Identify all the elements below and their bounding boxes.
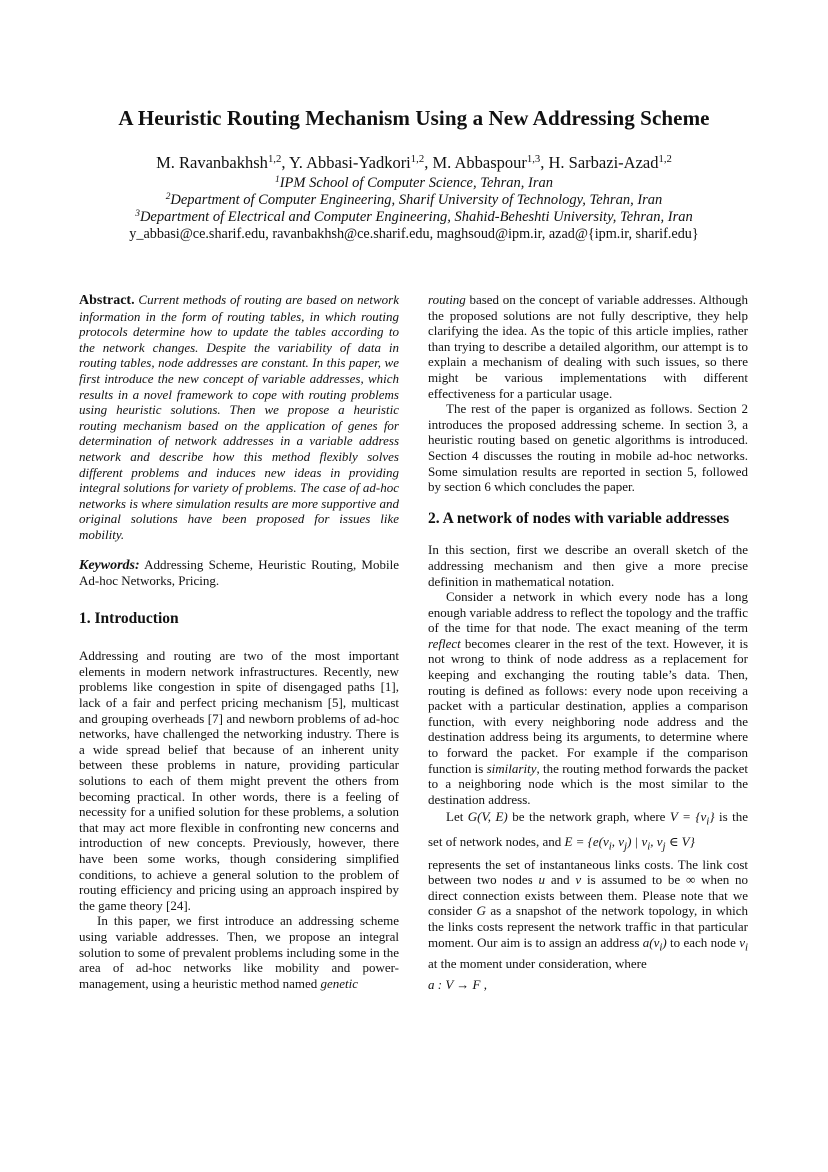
math-variable: v [575,872,582,888]
math-node [739,934,749,954]
math-part: ) | v [627,834,648,849]
intro-paragraph-1: Addressing and routing are two of the most important elements in modern network infrastructures. Recently, new problems like congestion in spite of disengaged paths [1], lack of a fair and perfect pricing mechanism [5], multicast and grouping overheads [7] and newborn problems of ad-hoc networks, have challenged the networking industry. There is a wide spread belief that because of an inherent unity between these problems in nature, providing particular solutions to each of them might prevent the others from becoming practical. In other words, there is a feeling of necessity for a unified solution for these problems, a solution that may act more flexible in confronting new concerns and introduction of new concepts. Previously, however, there have been some works, though considering simplified conditions, to achieve a general solution to the problem of routing efficiency and pricing using an approach inspired by the game theory [24]. [79,648,399,913]
section2-mapping [428,977,748,993]
author-affiliation: 1,3 [526,153,541,166]
text-run: , the routing method forwards the packet to a neighboring node which is the most similar to the destination address. [428,760,749,807]
author-name: M. Abbaspour [432,153,527,172]
math-part: ∈ V} [665,834,695,849]
math-subscript: i [745,941,749,954]
author-emails: y_abbasi@ce.sharif.edu, ravanbakhsh@ce.sharif.edu, maghsoud@ipm.ir, azad@{ipm.ir, sharif.edu} [129,226,699,242]
math-part: a(v [642,934,660,950]
math-mapping: a : V → F , [428,977,487,993]
text-run: be the network graph, where [512,809,666,825]
math-address [642,934,667,954]
author-separator: , [540,153,549,172]
math-node-set [669,809,715,828]
abstract [79,292,399,543]
section-heading-variable-addresses: 2. A network of nodes with variable addresses [428,509,730,527]
text-run: Consider a network in which every node has a long enough variable address to reflect the topology and the traffic of the time for that node. The exact meaning of the term [428,589,748,636]
math-subscript: i [706,816,710,828]
text-run: the set of network nodes, and [428,809,749,849]
text-run: as a snapshot of the network topology, in which the links costs represent the network traffic in that particular moment. Our aim is to assign an address [428,903,749,950]
section2-paragraph-3 [428,807,748,856]
text-run: becomes clearer in the rest of the text. However, it is not wrong to think of node address as a replacement for keeping and exchanging the routing table’s data. Then, routing is defined as follows: every node upon receiving a packet with a particular destination, applies a comparison function, with every neighboring node address and the destination address being its arguments, to determine where to forward the packet. For example if the comparison function is [428,635,749,776]
text-run: represents the set of instantaneous links costs. The link cost between two nodes [428,856,748,888]
intro-paragraph-2 [79,913,399,991]
intro-continued-text: based on the concept of variable addresses. Although the proposed solutions are not fully descriptive, they help clarifying the idea. As the topic of this article implies, rather than trying to describe a detailed algorithm, our attempt is to explain a mechanism of dealing with such issues, so there might be various implementations with different effectiveness for a particular usage. [428,292,748,401]
intro-paragraph-2-text: In this paper, we first introduce an addressing scheme using variable addresses. Then, we propose an integral solution to some of prevalent problems including some in the area of ad-hoc networks like mobility and power-management, using a heuristic method named [79,913,399,991]
math-part: V = {v [669,809,707,825]
author-affiliation: 1,2 [658,153,672,166]
text-run: is [718,809,728,825]
intro-paragraph-2-continued [428,292,748,401]
math-subscript: j [662,840,666,853]
italic-term: similarity [486,760,537,776]
math-part: , v [611,834,625,849]
section2-paragraph-4 [428,857,748,972]
text-run: at the moment under consideration, where [428,955,647,971]
math-edge-set [564,834,695,853]
math-graph: G(V, E) [467,809,508,825]
author-separator: , [281,153,289,172]
text-run: and [550,872,570,888]
intro-italic-term: routing [428,292,466,307]
keywords-text: Addressing Scheme, Heuristic Routing, Mobile Ad-hoc Networks, Pricing. [79,556,399,589]
keywords-heading: Keywords: [79,557,140,573]
section2-paragraph-2 [428,589,748,807]
author-name: H. Sarbazi-Azad [548,153,659,172]
math-part: E = {e(v [564,834,609,849]
section2-paragraph-1: In this section, first we describe an overall sketch of the addressing mechanism and then give a more precise definition in mathematical notation. [428,542,748,589]
math-part: , v [650,834,663,849]
paper-title: A Heuristic Routing Mechanism Using a New Addressing Scheme [118,106,710,130]
author-name: Y. Abbasi-Yadkori [288,153,411,172]
math-variable: u [538,872,546,888]
section-heading-introduction: 1. Introduction [79,609,179,627]
intro-paragraph-3: The rest of the paper is organized as follows. Section 2 introduces the proposed addressing scheme. In section 3, a heuristic routing based on genetic algorithms is introduced. Section 4 discusses the routing in mobile ad-hoc networks. Some simulation results are reported in section 5, followed by section 6 which concludes the paper. [428,401,748,495]
affiliation-3 [0,208,828,226]
intro-italic-term: genetic [320,975,359,991]
text-run: is assumed to be ∞ when no direct connection exists between them. Please note that we consider [428,872,749,919]
text-run: to each node [670,934,736,950]
math-subscript: i [608,840,612,853]
italic-term: reflect [428,635,461,651]
math-subscript: i [659,941,663,954]
left-column [79,292,399,991]
affiliation-number: 1 [274,174,280,185]
affiliation-1 [0,174,828,192]
abstract-text: Current methods of routing are based on network information in the form of routing tables, in which routing protocols determine how to update the tables according to the network changes. Despite the variability of data in routing tables, node addresses are constant. In this paper, we first introduce the new concept of variable addresses, which results in a novel framework to cope with routing problems using heuristic solutions. Then we propose a heuristic routing mechanism based on the application of genes for determination of network addresses in a variable address network and describe how this method flexibly solves different problems and induces new ideas in providing integral solutions for variety of problems. The case of ad-hoc networks is where simulation results are more supportive and original solutions have been proposed for issues like mobility. [79,292,400,542]
math-part: v [739,934,745,950]
affiliation-text: IPM School of Computer Science, Tehran, Iran [279,175,553,191]
math-part: } [709,809,715,825]
author-affiliation: 1,2 [410,153,425,166]
math-part: ) [662,934,667,950]
affiliation-text: Department of Electrical and Computer Engineering, Shahid-Beheshti University, Tehran, Iran [139,209,693,225]
math-subscript: i [647,840,651,853]
affiliation-2 [0,191,828,209]
author-list [0,153,828,173]
abstract-heading: Abstract. [79,293,135,308]
text-run: Let [446,809,464,825]
math-subscript: j [624,840,628,853]
math-variable: G [476,903,486,919]
right-column [428,292,748,993]
affiliation-text: Department of Computer Engineering, Sharif University of Technology, Tehran, Iran [170,192,663,208]
affiliation-number: 3 [135,208,140,219]
author-name: M. Ravanbakhsh [156,153,268,172]
keywords [79,557,399,589]
author-affiliation: 1,2 [267,153,282,166]
author-separator: , [424,153,433,172]
affiliation-number: 2 [165,191,171,202]
